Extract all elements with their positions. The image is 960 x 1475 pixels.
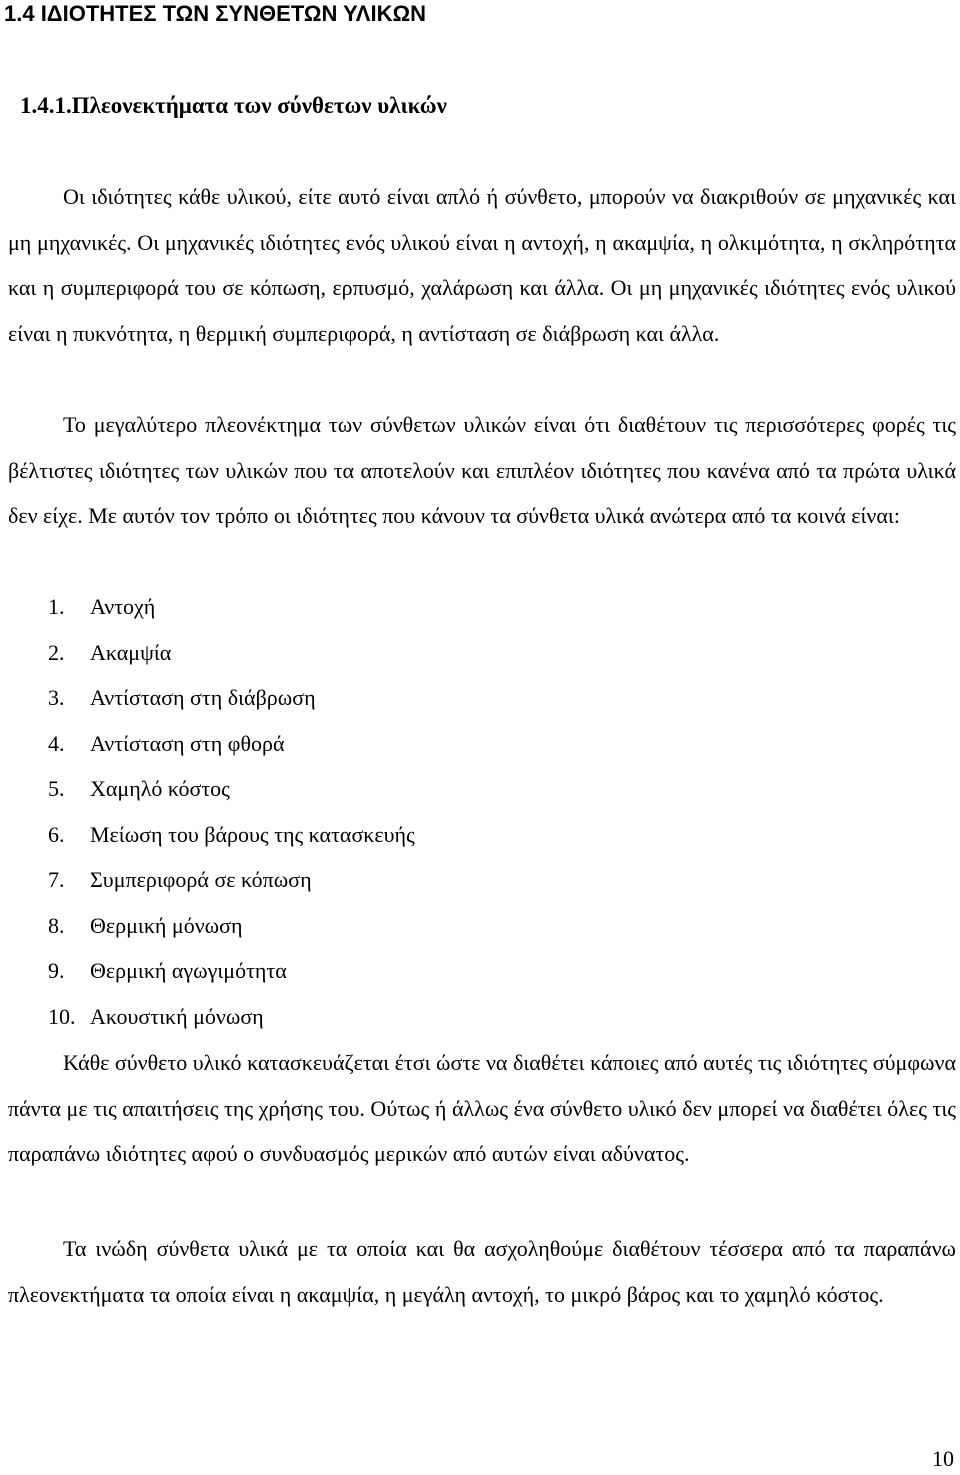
- list-item-number: 7.: [48, 867, 65, 892]
- list-item-text: Ακουστική μόνωση: [90, 1003, 264, 1029]
- list-item: [48, 903, 415, 949]
- list-item-number: 9.: [48, 958, 65, 983]
- paragraph-fibrous-composites: [8, 1226, 956, 1317]
- list-item: [48, 721, 415, 767]
- list-item-number: 4.: [48, 730, 65, 756]
- list-item-number: 8.: [48, 912, 65, 938]
- paragraph-text: Το μεγαλύτερο πλεονέκτημα των σύνθετων υλικών είναι ότι διαθέτουν τις περισσότερες φορές τις βέλτιστες ιδιότητες των υλικών που τα αποτελούν και επιπλέον ιδιότητες που κανένα από τα πρώτα υλικά δεν είχε. Με αυτόν τον τρόπο οι ιδιότητες που κάνουν τα σύνθετα υλικά ανώτερα από τα κοινά είναι:: [8, 412, 956, 528]
- list-item: [48, 766, 415, 812]
- paragraph-text: Τα ινώδη σύνθετα υλικά με τα οποία και θα ασχοληθούμε διαθέτουν τέσσερα από τα παραπάνω πλεονεκτήματα τα οποία είναι η ακαμψία, η μεγάλη αντοχή, το μικρό βάρος και το χαμηλό κόστος.: [8, 1236, 956, 1307]
- list-item-text: Αντίσταση στη διάβρωση: [90, 685, 316, 710]
- list-item-text: Θερμική αγωγιμότητα: [90, 958, 287, 983]
- paragraph-composite-design: [8, 1040, 956, 1177]
- list-item-text: Αντίσταση στη φθορά: [90, 730, 285, 756]
- list-item: [48, 948, 415, 994]
- properties-list: [48, 584, 415, 1039]
- paragraph-text: Οι ιδιότητες κάθε υλικού, είτε αυτό είναι απλό ή σύνθετο, μπορούν να διακριθούν σε μηχανικές και μη μηχανικές. Οι μηχανικές ιδιότητες ενός υλικού είναι η αντοχή, η ακαμψία, η ολκιμότητα, η σκληρότητα και η συμπεριφορά του σε κόπωση, ερπυσμό, χαλάρωση και άλλα. Οι μη μηχανικές ιδιότητες ενός υλικού είναι η πυκνότητα, η θερμική συμπεριφορά, η αντίσταση σε διάβρωση και άλλα.: [8, 184, 956, 346]
- paragraph-text: Κάθε σύνθετο υλικό κατασκευάζεται έτσι ώστε να διαθέτει κάποιες από αυτές τις ιδιότητες σύμφωνα πάντα με τις απαιτήσεις της χρήσης του. Ούτως ή άλλως ένα σύνθετο υλικό δεν μπορεί να διαθέτει όλες τις παραπάνω ιδιότητες αφού ο συνδυασμός μερικών από αυτών είναι αδύνατος.: [8, 1050, 956, 1166]
- list-item-text: Αντοχή: [90, 594, 156, 619]
- list-item: [48, 994, 415, 1040]
- list-item: [48, 812, 415, 858]
- list-item: [48, 857, 415, 903]
- list-item-number: 5.: [48, 776, 65, 801]
- list-item-text: Συμπεριφορά σε κόπωση: [90, 867, 312, 892]
- list-item-text: Θερμική μόνωση: [90, 912, 243, 938]
- list-item-number: 10.: [48, 1003, 76, 1029]
- page-number: 10: [932, 1446, 954, 1471]
- list-item-text: Μείωση του βάρους της κατασκευής: [90, 821, 415, 847]
- paragraph-advantages: [8, 402, 956, 539]
- list-item-number: 1.: [48, 594, 65, 619]
- list-item: [48, 584, 415, 630]
- list-item-number: 2.: [48, 639, 65, 665]
- list-item: [48, 675, 415, 721]
- list-item: [48, 630, 415, 676]
- paragraph-properties-intro: [8, 174, 956, 356]
- list-item-text: Ακαμψία: [90, 639, 172, 665]
- list-item-number: 3.: [48, 685, 65, 710]
- subsection-title: 1.4.1.Πλεονεκτήματα των σύνθετων υλικών: [20, 93, 447, 118]
- list-item-number: 6.: [48, 821, 65, 847]
- section-title: 1.4 ΙΔΙΟΤΗΤΕΣ ΤΩΝ ΣΥΝΘΕΤΩΝ ΥΛΙΚΩΝ: [4, 1, 426, 26]
- list-item-text: Χαμηλό κόστος: [90, 776, 230, 801]
